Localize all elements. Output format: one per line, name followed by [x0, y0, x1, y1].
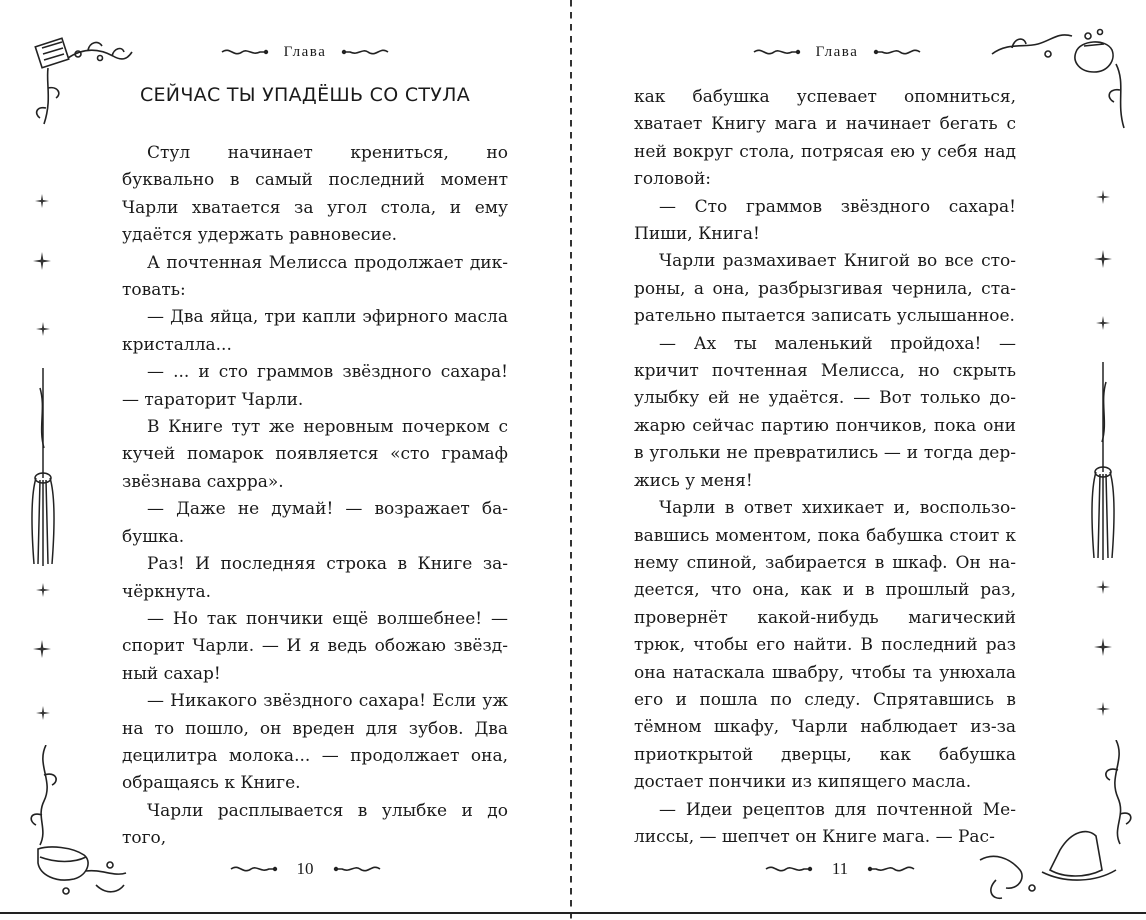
sparkle-icon [1094, 250, 1112, 268]
sparkle-icon [36, 322, 50, 336]
running-header [200, 40, 410, 64]
sparkle-icon [33, 640, 51, 658]
cauldron-vine-ornament-icon [26, 745, 136, 905]
left-page [0, 0, 570, 920]
bottom-edge-line [0, 912, 1146, 914]
page-footer [225, 857, 385, 881]
flourish-left-icon [764, 863, 814, 875]
paragraph: — Даже не думай! — возражает бабушка. [122, 499, 508, 547]
running-header [732, 40, 942, 64]
body-text [634, 84, 1016, 851]
paragraph: — Никакого звёздного сахара! Если уж на то пошло, он вреден для зубов. Два децилитра молока... — продолжает она, обращаясь к Книге. [122, 691, 508, 794]
paragraph: А почтенная Мелисса продолжает диктовать: [122, 252, 508, 301]
sparkle-icon [36, 706, 50, 720]
book-vine-ornament-icon [28, 28, 138, 128]
header-label: Глава [815, 43, 859, 60]
paragraph: В Книге тут же неровным почерком с кучей помарок появляется «сто грамаф звёзнава сахрра». [122, 417, 508, 492]
sparkle-icon [1096, 190, 1110, 204]
paragraph: — Сто граммов звёздного сахара! Пиши, Книга! [634, 196, 1016, 245]
header-label: Глава [283, 43, 327, 60]
flourish-right-icon [340, 46, 390, 58]
page-number: 11 [831, 859, 849, 878]
paragraph: Чарли в ответ хихикает и, воспользовавшись моментом, пока бабушка стоит к нему спиной, забирается в шкаф. Он надеется, что она, как и в прошлый раз, провернёт какой-нибудь магический трюк, чтобы его найти. В последний раз она натаскала швабру, чтобы та унюхала его и пошла по следу. Спрятавшись в тёмном шкафу, Чарли наблюдает из-за приоткрытой дверцы, как бабушка достает пончики из кипящего масла. [634, 498, 1016, 793]
paragraph: — Два яйца, три капли эфирного масла кристалла... [122, 307, 508, 355]
paragraph: — ... и сто граммов звёздного сахара! — тараторит Чарли. [122, 362, 508, 410]
flourish-right-icon [332, 863, 382, 875]
sparkle-icon [35, 194, 49, 208]
paragraph: Раз! И последняя строка в Книге зачёркнута. [122, 554, 508, 602]
paragraph: Чарли расплывается в улыбке и до того, [122, 800, 508, 849]
sparkle-icon [33, 252, 51, 270]
flourish-right-icon [872, 46, 922, 58]
flourish-right-icon [866, 863, 916, 875]
paragraph: Чарли размахивает Книгой во все стороны, а она, разбрызгивая чернила, старательно пытается записать услышанное. [634, 251, 1016, 327]
paragraph: — Идеи рецептов для почтенной Мелиссы, — шепчет он Книге мага. — Рас- [634, 799, 1016, 847]
broom-icon [26, 368, 60, 568]
flourish-left-icon [220, 46, 270, 58]
flourish-left-icon [229, 863, 279, 875]
paragraph: — Ах ты маленький пройдоха! — кричит почтенная Мелисса, но скрыть улыбку ей не удаётся. — Вот только дожарю сейчас партию пончиков, пока они в угольки не превратились — и тогда держись у меня! [634, 333, 1016, 491]
sparkle-icon [36, 583, 50, 597]
body-text [122, 140, 508, 853]
paragraph: — Но так пончики ещё волшебнее! — спорит Чарли. — И я ведь обожаю звёздный сахар! [122, 608, 508, 684]
broom-icon [1086, 362, 1120, 562]
paragraph: как бабушка успевает опомниться, хватает Книгу мага и начинает бегать с ней вокруг стола, потрясая ею у себя над головой: [634, 87, 1016, 190]
sparkle-icon [1094, 638, 1112, 656]
sparkle-icon [1096, 702, 1110, 716]
paragraph: Стул начинает крениться, но буквально в самый последний момент Чарли хватается за угол стола, и ему удаётся удержать равновесие. [122, 143, 508, 246]
sparkle-icon [1096, 580, 1110, 594]
page-number: 10 [296, 859, 314, 878]
flourish-left-icon [752, 46, 802, 58]
chapter-title: СЕЙЧАС ТЫ УПАДЁШЬ СО СТУЛА [139, 84, 471, 106]
right-page [572, 0, 1146, 920]
sparkle-icon [1096, 316, 1110, 330]
page-footer [760, 857, 920, 881]
